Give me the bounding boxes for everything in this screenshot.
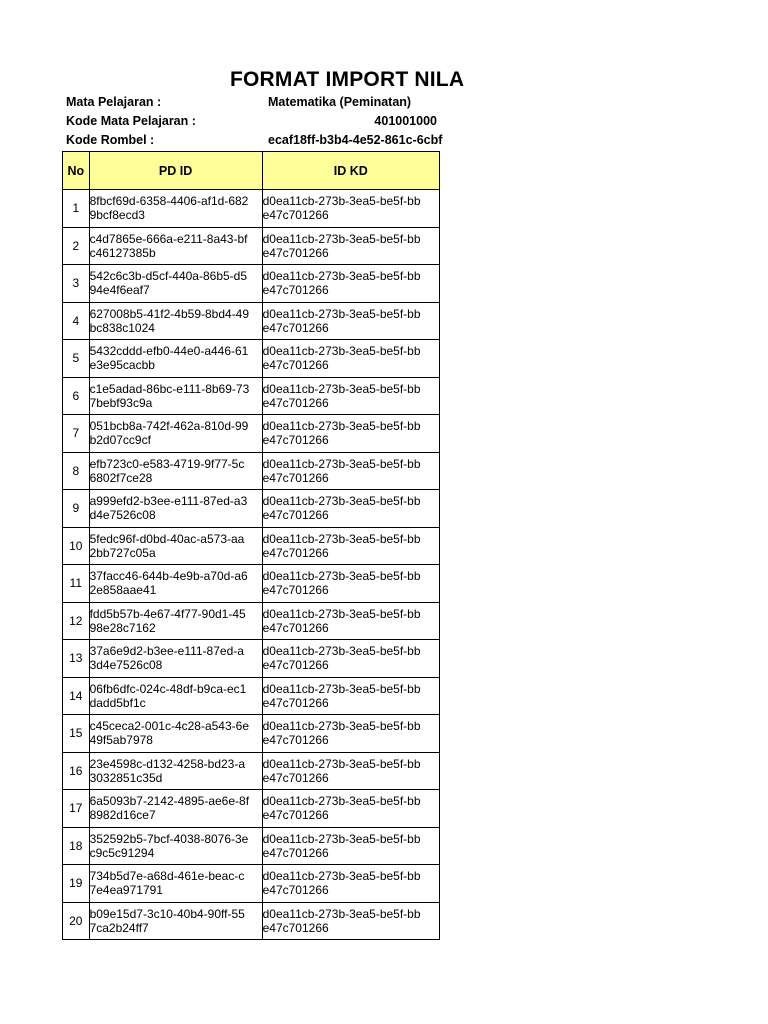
cell-no[interactable]: 11	[63, 565, 90, 603]
cell-no[interactable]: 15	[63, 715, 90, 753]
pd-id-text: 6a5093b7-2142-4895-ae6e-8f8982d16ce7	[89, 794, 250, 823]
cell-id-kd[interactable]	[262, 865, 439, 903]
cell-id-kd[interactable]	[262, 902, 439, 940]
column-header-no[interactable]: No	[63, 152, 90, 190]
cell-no[interactable]: 13	[63, 640, 90, 678]
table-row	[63, 190, 440, 228]
table-row	[63, 715, 440, 753]
table-row	[63, 227, 440, 265]
cell-pd-id[interactable]	[89, 640, 262, 678]
pd-id-text: 06fb6dfc-024c-48df-b9ca-ec1dadd5bf1c	[89, 681, 247, 710]
cell-id-kd[interactable]	[262, 265, 439, 303]
pd-id-text: 352592b5-7bcf-4038-8076-3ec9c5c91294	[89, 831, 249, 860]
page-title: FORMAT IMPORT NILA	[230, 68, 465, 91]
kode-rombel-label: Kode Rombel :	[66, 133, 155, 147]
pd-id-text: 8fbcf69d-6358-4406-af1d-6829bcf8ecd3	[89, 194, 249, 223]
cell-no[interactable]: 19	[63, 865, 90, 903]
cell-id-kd[interactable]	[262, 415, 439, 453]
pd-id-text: 734b5d7e-a68d-461e-beac-c7e4ea971791	[89, 869, 245, 898]
cell-id-kd[interactable]	[262, 302, 439, 340]
table-row	[63, 752, 440, 790]
cell-pd-id[interactable]	[89, 790, 262, 828]
cell-pd-id[interactable]	[89, 190, 262, 228]
cell-no[interactable]: 10	[63, 527, 90, 565]
pd-id-text: efb723c0-e583-4719-9f77-5c6802f7ce28	[89, 456, 245, 485]
cell-id-kd[interactable]	[262, 640, 439, 678]
id-kd-text: d0ea11cb-273b-3ea5-be5f-bbe47c701266	[262, 681, 421, 710]
id-kd-text: d0ea11cb-273b-3ea5-be5f-bbe47c701266	[262, 344, 421, 373]
cell-no[interactable]: 2	[63, 227, 90, 265]
cell-pd-id[interactable]	[89, 527, 262, 565]
cell-pd-id[interactable]	[89, 265, 262, 303]
cell-no[interactable]: 9	[63, 490, 90, 528]
pd-id-text: 37a6e9d2-b3ee-e111-87ed-a3d4e7526c08	[89, 644, 244, 673]
cell-no[interactable]: 6	[63, 377, 90, 415]
cell-pd-id[interactable]	[89, 752, 262, 790]
cell-pd-id[interactable]	[89, 490, 262, 528]
id-kd-text: d0ea11cb-273b-3ea5-be5f-bbe47c701266	[262, 194, 421, 223]
id-kd-text: d0ea11cb-273b-3ea5-be5f-bbe47c701266	[262, 381, 421, 410]
id-kd-text: d0ea11cb-273b-3ea5-be5f-bbe47c701266	[262, 494, 421, 523]
table-row	[63, 340, 440, 378]
id-kd-text: d0ea11cb-273b-3ea5-be5f-bbe47c701266	[262, 719, 421, 748]
cell-pd-id[interactable]	[89, 340, 262, 378]
cell-pd-id[interactable]	[89, 377, 262, 415]
cell-pd-id[interactable]	[89, 565, 262, 603]
cell-id-kd[interactable]	[262, 677, 439, 715]
cell-pd-id[interactable]	[89, 302, 262, 340]
pd-id-text: 542c6c3b-d5cf-440a-86b5-d594e4f6eaf7	[89, 269, 248, 298]
pd-id-text: 5fedc96f-d0bd-40ac-a573-aa2bb727c05a	[89, 531, 245, 560]
cell-id-kd[interactable]	[262, 565, 439, 603]
cell-pd-id[interactable]	[89, 677, 262, 715]
cell-id-kd[interactable]	[262, 827, 439, 865]
table-row	[63, 527, 440, 565]
column-header-pd-id[interactable]: PD ID	[89, 152, 262, 190]
pd-id-text: 23e4598c-d132-4258-bd23-a3032851c35d	[89, 756, 246, 785]
cell-no[interactable]: 7	[63, 415, 90, 453]
id-kd-text: d0ea11cb-273b-3ea5-be5f-bbe47c701266	[262, 456, 421, 485]
table-row	[63, 452, 440, 490]
id-kd-text: d0ea11cb-273b-3ea5-be5f-bbe47c701266	[262, 306, 421, 335]
cell-no[interactable]: 20	[63, 902, 90, 940]
table-row	[63, 677, 440, 715]
id-kd-text: d0ea11cb-273b-3ea5-be5f-bbe47c701266	[262, 831, 421, 860]
id-kd-text: d0ea11cb-273b-3ea5-be5f-bbe47c701266	[262, 419, 421, 448]
table-row	[63, 790, 440, 828]
cell-id-kd[interactable]	[262, 227, 439, 265]
id-kd-text: d0ea11cb-273b-3ea5-be5f-bbe47c701266	[262, 756, 421, 785]
table-row	[63, 490, 440, 528]
cell-id-kd[interactable]	[262, 490, 439, 528]
id-kd-text: d0ea11cb-273b-3ea5-be5f-bbe47c701266	[262, 869, 421, 898]
cell-no[interactable]: 5	[63, 340, 90, 378]
table-row	[63, 865, 440, 903]
cell-no[interactable]: 3	[63, 265, 90, 303]
pd-id-text: c1e5adad-86bc-e111-8b69-737bebf93c9a	[89, 381, 250, 410]
id-kd-text: d0ea11cb-273b-3ea5-be5f-bbe47c701266	[262, 794, 421, 823]
cell-no[interactable]: 14	[63, 677, 90, 715]
pd-id-text: 5432cddd-efb0-44e0-a446-61e3e95cacbb	[89, 344, 249, 373]
cell-id-kd[interactable]	[262, 190, 439, 228]
cell-no[interactable]: 18	[63, 827, 90, 865]
kode-mapel-label: Kode Mata Pelajaran :	[66, 114, 196, 128]
table-row	[63, 827, 440, 865]
cell-no[interactable]: 4	[63, 302, 90, 340]
cell-id-kd[interactable]	[262, 527, 439, 565]
id-kd-text: d0ea11cb-273b-3ea5-be5f-bbe47c701266	[262, 569, 421, 598]
pd-id-text: b09e15d7-3c10-40b4-90ff-557ca2b24ff7	[89, 906, 245, 935]
cell-id-kd[interactable]	[262, 340, 439, 378]
id-kd-text: d0ea11cb-273b-3ea5-be5f-bbe47c701266	[262, 231, 421, 260]
cell-pd-id[interactable]	[89, 827, 262, 865]
table-row	[63, 415, 440, 453]
id-kd-text: d0ea11cb-273b-3ea5-be5f-bbe47c701266	[262, 269, 421, 298]
cell-pd-id[interactable]	[89, 415, 262, 453]
table-row	[63, 302, 440, 340]
pd-id-text: a999efd2-b3ee-e111-87ed-a3d4e7526c08	[89, 494, 248, 523]
id-kd-text: d0ea11cb-273b-3ea5-be5f-bbe47c701266	[262, 531, 421, 560]
pd-id-text: c4d7865e-666a-e211-8a43-bfc46127385b	[89, 231, 248, 260]
table-row	[63, 902, 440, 940]
cell-pd-id[interactable]	[89, 715, 262, 753]
pd-id-text: 627008b5-41f2-4b59-8bd4-49bc838c1024	[89, 306, 250, 335]
cell-no[interactable]: 8	[63, 452, 90, 490]
cell-id-kd[interactable]	[262, 752, 439, 790]
cell-no[interactable]: 17	[63, 790, 90, 828]
cell-id-kd[interactable]	[262, 377, 439, 415]
cell-no[interactable]: 12	[63, 602, 90, 640]
table-row	[63, 565, 440, 603]
table-header-row	[63, 152, 440, 190]
cell-pd-id[interactable]	[89, 452, 262, 490]
cell-no[interactable]: 16	[63, 752, 90, 790]
cell-id-kd[interactable]	[262, 602, 439, 640]
table-body	[63, 190, 440, 940]
grade-import-table	[62, 151, 440, 940]
pd-id-text: c45ceca2-001c-4c28-a543-6e49f5ab7978	[89, 719, 250, 748]
table-row	[63, 640, 440, 678]
table-row	[63, 265, 440, 303]
cell-no[interactable]: 1	[63, 190, 90, 228]
column-header-id-kd[interactable]: ID KD	[262, 152, 439, 190]
kode-rombel-value: ecaf18ff-b3b4-4e52-861c-6cbf	[268, 133, 443, 147]
cell-id-kd[interactable]	[262, 790, 439, 828]
cell-id-kd[interactable]	[262, 452, 439, 490]
id-kd-text: d0ea11cb-273b-3ea5-be5f-bbe47c701266	[262, 906, 421, 935]
mapel-value: Matematika (Peminatan)	[268, 95, 412, 109]
table-row	[63, 377, 440, 415]
id-kd-text: d0ea11cb-273b-3ea5-be5f-bbe47c701266	[262, 606, 421, 635]
cell-pd-id[interactable]	[89, 865, 262, 903]
cell-pd-id[interactable]	[89, 902, 262, 940]
cell-pd-id[interactable]	[89, 227, 262, 265]
cell-id-kd[interactable]	[262, 715, 439, 753]
kode-mapel-value: 401001000	[374, 114, 437, 128]
table-row	[63, 602, 440, 640]
cell-pd-id[interactable]	[89, 602, 262, 640]
pd-id-text: 37facc46-644b-4e9b-a70d-a62e858aae41	[89, 569, 248, 598]
id-kd-text: d0ea11cb-273b-3ea5-be5f-bbe47c701266	[262, 644, 421, 673]
pd-id-text: 051bcb8a-742f-462a-810d-99b2d07cc9cf	[89, 419, 249, 448]
mapel-label: Mata Pelajaran :	[66, 95, 162, 109]
pd-id-text: fdd5b57b-4e67-4f77-90d1-4598e28c7162	[89, 606, 246, 635]
